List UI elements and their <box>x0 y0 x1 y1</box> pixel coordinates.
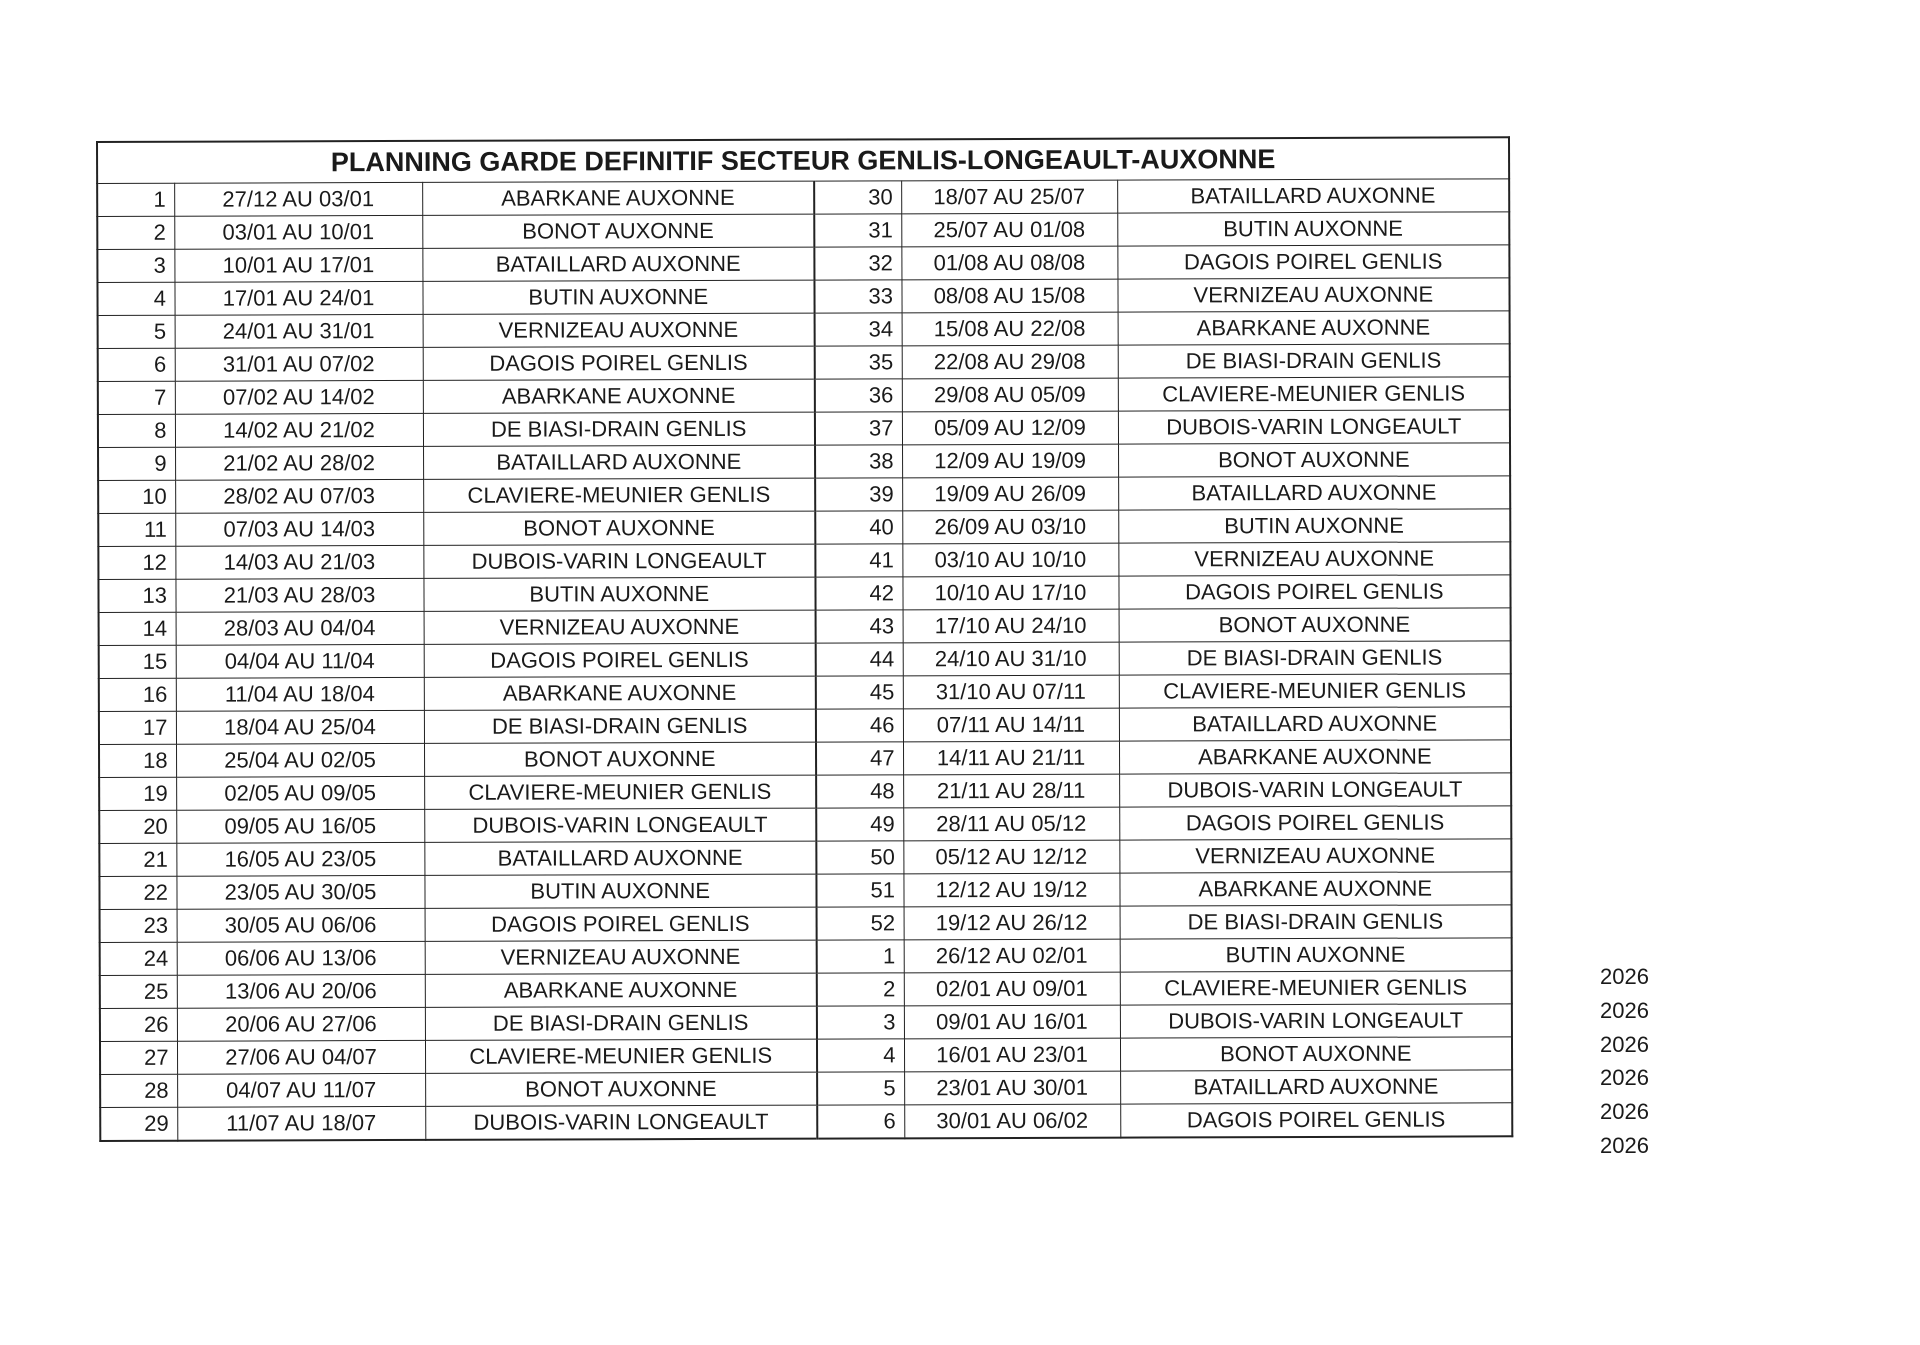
period-cell: 14/02 AU 21/02 <box>175 413 423 447</box>
period-cell: 26/12 AU 02/01 <box>904 939 1120 973</box>
pharmacy-cell: ABARKANE AUXONNE <box>424 676 816 710</box>
pharmacy-cell: VERNIZEAU AUXONNE <box>423 313 815 347</box>
period-cell: 10/10 AU 17/10 <box>902 576 1118 610</box>
period-cell: 09/05 AU 16/05 <box>176 809 424 843</box>
pharmacy-cell: CLAVIERE-MEUNIER GENLIS <box>424 775 816 809</box>
table-row <box>99 641 1511 679</box>
period-cell: 16/05 AU 23/05 <box>176 842 424 876</box>
week-number-cell: 6 <box>817 1105 904 1139</box>
period-cell: 19/09 AU 26/09 <box>902 477 1118 511</box>
period-cell: 30/01 AU 06/02 <box>904 1104 1120 1138</box>
period-cell: 18/07 AU 25/07 <box>901 180 1117 214</box>
week-number-cell: 40 <box>815 511 902 544</box>
pharmacy-cell: CLAVIERE-MEUNIER GENLIS <box>425 1039 817 1073</box>
week-number-cell: 5 <box>817 1072 904 1105</box>
week-number-cell: 34 <box>815 313 902 346</box>
pharmacy-cell: BONOT AUXONNE <box>1119 608 1511 642</box>
pharmacy-cell: ABARKANE AUXONNE <box>1119 740 1511 774</box>
week-number-cell: 14 <box>99 612 176 645</box>
period-cell: 14/11 AU 21/11 <box>903 741 1119 775</box>
period-cell: 17/01 AU 24/01 <box>174 281 422 315</box>
table-row <box>100 971 1512 1009</box>
week-number-cell: 35 <box>815 346 902 379</box>
week-number-cell: 4 <box>817 1039 904 1072</box>
pharmacy-cell: DUBOIS-VARIN LONGEAULT <box>425 1105 817 1140</box>
pharmacy-cell: VERNIZEAU AUXONNE <box>424 610 816 644</box>
pharmacy-cell: DE BIASI-DRAIN GENLIS <box>1120 905 1512 939</box>
week-number-cell: 10 <box>98 480 175 513</box>
period-cell: 05/12 AU 12/12 <box>903 840 1119 874</box>
planning-table-body <box>97 137 1512 1141</box>
table-row <box>100 1070 1512 1108</box>
period-cell: 21/11 AU 28/11 <box>903 774 1119 808</box>
week-number-cell: 43 <box>816 610 903 643</box>
week-number-cell: 36 <box>815 379 902 412</box>
pharmacy-cell: BONOT AUXONNE <box>1118 443 1510 477</box>
planning-sheet <box>96 136 1511 1142</box>
pharmacy-cell: BUTIN AUXONNE <box>424 874 816 908</box>
pharmacy-cell: BONOT AUXONNE <box>1120 1037 1512 1071</box>
pharmacy-cell: VERNIZEAU AUXONNE <box>1117 278 1509 312</box>
week-number-cell: 4 <box>97 282 174 315</box>
period-cell: 07/03 AU 14/03 <box>175 512 423 546</box>
week-number-cell: 12 <box>98 546 175 579</box>
pharmacy-cell: BUTIN AUXONNE <box>1120 938 1512 972</box>
year-note: 2026 <box>1600 997 1649 1023</box>
pharmacy-cell: BUTIN AUXONNE <box>422 280 814 314</box>
pharmacy-cell: BATAILLARD AUXONNE <box>1120 1070 1512 1104</box>
table-row <box>100 1004 1512 1042</box>
pharmacy-cell: DUBOIS-VARIN LONGEAULT <box>424 808 816 842</box>
title-row <box>97 137 1509 183</box>
table-row <box>97 278 1509 316</box>
table-row <box>99 707 1511 745</box>
planning-table <box>96 136 1513 1142</box>
week-number-cell: 6 <box>98 348 175 381</box>
week-number-cell: 18 <box>99 744 176 777</box>
pharmacy-cell: CLAVIERE-MEUNIER GENLIS <box>1120 971 1512 1005</box>
period-cell: 19/12 AU 26/12 <box>904 906 1120 940</box>
table-row <box>99 872 1511 910</box>
pharmacy-cell: ABARKANE AUXONNE <box>1118 311 1510 345</box>
pharmacy-cell: BATAILLARD AUXONNE <box>423 445 815 479</box>
pharmacy-cell: ABARKANE AUXONNE <box>422 181 814 215</box>
week-number-cell: 3 <box>817 1006 904 1039</box>
table-row <box>99 674 1511 712</box>
page-title: PLANNING GARDE DEFINITIF SECTEUR GENLIS-LONGEAULT-AUXONNE <box>97 137 1509 183</box>
table-row <box>98 410 1510 448</box>
pharmacy-cell: CLAVIERE-MEUNIER GENLIS <box>1118 377 1510 411</box>
week-number-cell: 39 <box>815 478 902 511</box>
period-cell: 25/07 AU 01/08 <box>901 213 1117 247</box>
week-number-cell: 37 <box>815 412 902 445</box>
pharmacy-cell: ABARKANE AUXONNE <box>423 379 815 413</box>
year-note: 2026 <box>1600 1031 1649 1057</box>
table-row <box>98 476 1510 514</box>
week-number-cell: 30 <box>814 181 901 214</box>
period-cell: 11/04 AU 18/04 <box>176 677 424 711</box>
table-row <box>100 1037 1512 1075</box>
table-row <box>99 839 1511 877</box>
period-cell: 03/10 AU 10/10 <box>902 543 1118 577</box>
period-cell: 07/11 AU 14/11 <box>903 708 1119 742</box>
table-row <box>98 443 1510 481</box>
pharmacy-cell: BATAILLARD AUXONNE <box>1119 707 1511 741</box>
period-cell: 11/07 AU 18/07 <box>177 1106 425 1140</box>
week-number-cell: 8 <box>98 414 175 447</box>
week-number-cell: 33 <box>814 280 901 313</box>
week-number-cell: 28 <box>100 1074 177 1107</box>
year-note: 2026 <box>1600 1132 1649 1158</box>
week-number-cell: 24 <box>100 942 177 975</box>
week-number-cell: 49 <box>816 808 903 841</box>
week-number-cell: 41 <box>815 544 902 577</box>
period-cell: 13/06 AU 20/06 <box>177 974 425 1008</box>
week-number-cell: 3 <box>97 249 174 282</box>
week-number-cell: 21 <box>99 843 176 876</box>
week-number-cell: 26 <box>100 1008 177 1041</box>
period-cell: 27/06 AU 04/07 <box>177 1040 425 1074</box>
year-notes-column <box>1600 960 1670 1163</box>
period-cell: 02/05 AU 09/05 <box>176 776 424 810</box>
table-row <box>97 245 1509 283</box>
period-cell: 04/04 AU 11/04 <box>176 644 424 678</box>
table-row <box>100 1103 1512 1141</box>
pharmacy-cell: VERNIZEAU AUXONNE <box>1118 542 1510 576</box>
pharmacy-cell: DUBOIS-VARIN LONGEAULT <box>1118 410 1510 444</box>
week-number-cell: 2 <box>97 216 174 249</box>
period-cell: 01/08 AU 08/08 <box>901 246 1117 280</box>
period-cell: 06/06 AU 13/06 <box>177 941 425 975</box>
period-cell: 28/02 AU 07/03 <box>175 479 423 513</box>
week-number-cell: 25 <box>100 975 177 1008</box>
pharmacy-cell: DE BIASI-DRAIN GENLIS <box>424 709 816 743</box>
period-cell: 28/03 AU 04/04 <box>176 611 424 645</box>
table-row <box>99 773 1511 811</box>
table-row <box>100 905 1512 943</box>
pharmacy-cell: DUBOIS-VARIN LONGEAULT <box>1119 773 1511 807</box>
week-number-cell: 19 <box>99 777 176 810</box>
period-cell: 27/12 AU 03/01 <box>174 182 422 216</box>
year-note: 2026 <box>1600 1065 1649 1091</box>
pharmacy-cell: DAGOIS POIREL GENLIS <box>425 907 817 941</box>
table-row <box>100 938 1512 976</box>
pharmacy-cell: DAGOIS POIREL GENLIS <box>1119 806 1511 840</box>
table-row <box>97 212 1509 250</box>
week-number-cell: 44 <box>816 643 903 676</box>
week-number-cell: 52 <box>817 907 904 940</box>
week-number-cell: 16 <box>99 678 176 711</box>
week-number-cell: 9 <box>98 447 175 480</box>
pharmacy-cell: BONOT AUXONNE <box>425 1072 817 1106</box>
pharmacy-cell: DAGOIS POIREL GENLIS <box>1118 575 1510 609</box>
pharmacy-cell: BUTIN AUXONNE <box>1117 212 1509 246</box>
week-number-cell: 27 <box>100 1041 177 1074</box>
pharmacy-cell: CLAVIERE-MEUNIER GENLIS <box>1119 674 1511 708</box>
pharmacy-cell: DAGOIS POIREL GENLIS <box>424 643 816 677</box>
week-number-cell: 46 <box>816 709 903 742</box>
week-number-cell: 13 <box>98 579 175 612</box>
week-number-cell: 23 <box>100 909 177 942</box>
pharmacy-cell: BONOT AUXONNE <box>424 742 816 776</box>
week-number-cell: 50 <box>816 841 903 874</box>
week-number-cell: 7 <box>98 381 175 414</box>
year-note: 2026 <box>1600 1099 1649 1125</box>
pharmacy-cell: BUTIN AUXONNE <box>423 577 815 611</box>
period-cell: 15/08 AU 22/08 <box>902 312 1118 346</box>
period-cell: 04/07 AU 11/07 <box>177 1073 425 1107</box>
week-number-cell: 5 <box>98 315 175 348</box>
table-row <box>99 740 1511 778</box>
week-number-cell: 17 <box>99 711 176 744</box>
period-cell: 20/06 AU 27/06 <box>177 1007 425 1041</box>
period-cell: 31/01 AU 07/02 <box>175 347 423 381</box>
week-number-cell: 48 <box>816 775 903 808</box>
period-cell: 30/05 AU 06/06 <box>177 908 425 942</box>
week-number-cell: 51 <box>816 874 903 907</box>
pharmacy-cell: DUBOIS-VARIN LONGEAULT <box>423 544 815 578</box>
pharmacy-cell: CLAVIERE-MEUNIER GENLIS <box>423 478 815 512</box>
week-number-cell: 11 <box>98 513 175 546</box>
pharmacy-cell: DAGOIS POIREL GENLIS <box>1117 245 1509 279</box>
pharmacy-cell: BONOT AUXONNE <box>423 511 815 545</box>
period-cell: 08/08 AU 15/08 <box>901 279 1117 313</box>
period-cell: 03/01 AU 10/01 <box>174 215 422 249</box>
period-cell: 16/01 AU 23/01 <box>904 1038 1120 1072</box>
period-cell: 23/05 AU 30/05 <box>176 875 424 909</box>
week-number-cell: 38 <box>815 445 902 478</box>
period-cell: 25/04 AU 02/05 <box>176 743 424 777</box>
pharmacy-cell: BATAILLARD AUXONNE <box>424 841 816 875</box>
pharmacy-cell: VERNIZEAU AUXONNE <box>425 940 817 974</box>
week-number-cell: 31 <box>814 214 901 247</box>
pharmacy-cell: DE BIASI-DRAIN GENLIS <box>1118 344 1510 378</box>
week-number-cell: 47 <box>816 742 903 775</box>
period-cell: 14/03 AU 21/03 <box>175 545 423 579</box>
table-row <box>99 806 1511 844</box>
pharmacy-cell: BATAILLARD AUXONNE <box>1117 179 1509 213</box>
week-number-cell: 20 <box>99 810 176 843</box>
table-row <box>98 311 1510 349</box>
pharmacy-cell: BONOT AUXONNE <box>422 214 814 248</box>
period-cell: 21/03 AU 28/03 <box>175 578 423 612</box>
pharmacy-cell: DUBOIS-VARIN LONGEAULT <box>1120 1004 1512 1038</box>
table-row <box>98 344 1510 382</box>
period-cell: 22/08 AU 29/08 <box>902 345 1118 379</box>
period-cell: 12/09 AU 19/09 <box>902 444 1118 478</box>
period-cell: 24/01 AU 31/01 <box>175 314 423 348</box>
pharmacy-cell: BATAILLARD AUXONNE <box>1118 476 1510 510</box>
period-cell: 31/10 AU 07/11 <box>903 675 1119 709</box>
period-cell: 18/04 AU 25/04 <box>176 710 424 744</box>
period-cell: 26/09 AU 03/10 <box>902 510 1118 544</box>
table-row <box>99 608 1511 646</box>
period-cell: 29/08 AU 05/09 <box>902 378 1118 412</box>
pharmacy-cell: DAGOIS POIREL GENLIS <box>423 346 815 380</box>
week-number-cell: 1 <box>817 940 904 973</box>
pharmacy-cell: DAGOIS POIREL GENLIS <box>1120 1103 1512 1138</box>
period-cell: 23/01 AU 30/01 <box>904 1071 1120 1105</box>
week-number-cell: 22 <box>99 876 176 909</box>
week-number-cell: 2 <box>817 973 904 1006</box>
pharmacy-cell: BUTIN AUXONNE <box>1118 509 1510 543</box>
period-cell: 02/01 AU 09/01 <box>904 972 1120 1006</box>
table-row <box>98 377 1510 415</box>
table-row <box>98 509 1510 547</box>
period-cell: 05/09 AU 12/09 <box>902 411 1118 445</box>
year-note: 2026 <box>1600 964 1649 989</box>
pharmacy-cell: DE BIASI-DRAIN GENLIS <box>1119 641 1511 675</box>
pharmacy-cell: BATAILLARD AUXONNE <box>422 247 814 281</box>
week-number-cell: 29 <box>100 1107 177 1141</box>
pharmacy-cell: DE BIASI-DRAIN GENLIS <box>425 1006 817 1040</box>
period-cell: 12/12 AU 19/12 <box>903 873 1119 907</box>
period-cell: 17/10 AU 24/10 <box>903 609 1119 643</box>
week-number-cell: 15 <box>99 645 176 678</box>
pharmacy-cell: VERNIZEAU AUXONNE <box>1119 839 1511 873</box>
period-cell: 28/11 AU 05/12 <box>903 807 1119 841</box>
period-cell: 24/10 AU 31/10 <box>903 642 1119 676</box>
pharmacy-cell: ABARKANE AUXONNE <box>1119 872 1511 906</box>
pharmacy-cell: ABARKANE AUXONNE <box>425 973 817 1007</box>
table-row <box>97 179 1509 217</box>
period-cell: 09/01 AU 16/01 <box>904 1005 1120 1039</box>
week-number-cell: 42 <box>815 577 902 610</box>
week-number-cell: 32 <box>814 247 901 280</box>
period-cell: 21/02 AU 28/02 <box>175 446 423 480</box>
week-number-cell: 45 <box>816 676 903 709</box>
pharmacy-cell: DE BIASI-DRAIN GENLIS <box>423 412 815 446</box>
table-row <box>98 542 1510 580</box>
period-cell: 10/01 AU 17/01 <box>174 248 422 282</box>
week-number-cell: 1 <box>97 183 174 216</box>
period-cell: 07/02 AU 14/02 <box>175 380 423 414</box>
table-row <box>98 575 1510 613</box>
